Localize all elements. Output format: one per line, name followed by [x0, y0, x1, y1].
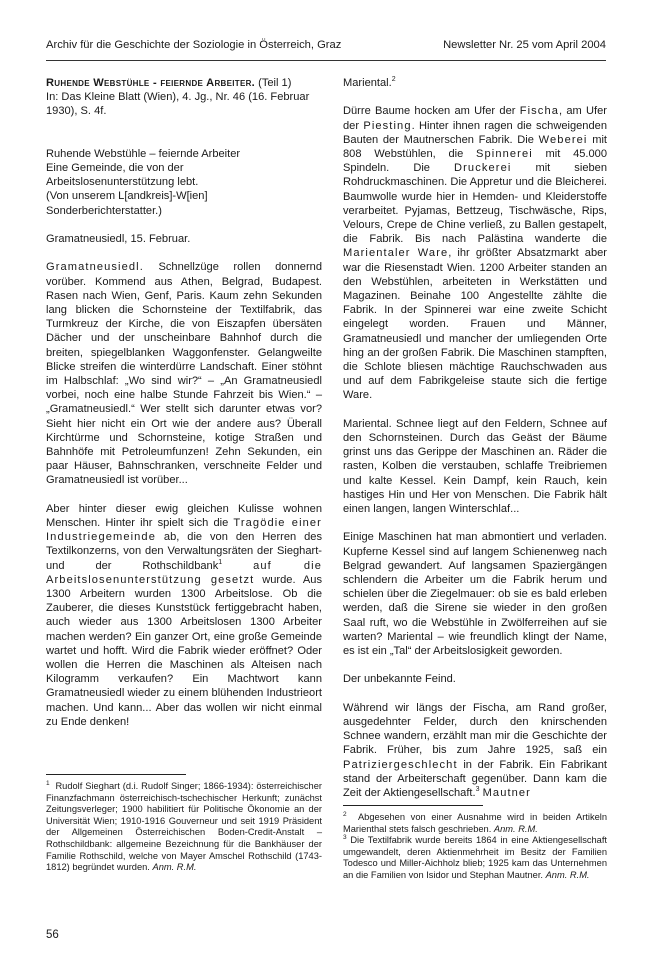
headline-line: Sonderberichterstatter.) — [46, 204, 162, 217]
footnotes-left — [46, 774, 322, 874]
footnote-number: 2 — [343, 811, 347, 818]
spaced-text: Weberei — [538, 133, 588, 146]
text-run: ab, die von den Herren des Textilkonzerns, von den Verwaltungsräten der Sieghart- und der Rothschildbank — [46, 531, 322, 572]
article-title — [46, 76, 322, 119]
footnote-ref: 3 — [475, 786, 480, 794]
spaced-text: Piesting — [363, 119, 412, 132]
title-smallcaps: Ruhende Webstühle - feiernde Arbeiter. — [46, 77, 256, 89]
footnote-rule — [343, 805, 483, 806]
footnote-number: 3 — [343, 834, 347, 842]
footnote-note: Anm. R.M. — [152, 862, 197, 873]
footnote-ref: 1 — [218, 558, 223, 566]
issue-info: Newsletter Nr. 25 vom April 2004 — [443, 39, 606, 51]
spaced-lead: Gramatneusiedl. — [46, 261, 144, 274]
text-run: Während wir längs der Fischa, am Rand großer, ausgedehnter Felder, durch den knirschenden Schnee wandern, erzählt man mir die Geschichte der Fabrik. Früher, bis zum Jahre 1925, saß ein — [343, 701, 607, 757]
footnote-text: Abgesehen von einer Ausnahme wird in beiden Artikeln Marienthal stets falsch geschrieben. — [343, 812, 607, 834]
citation: In: Das Kleine Blatt (Wien), 4. Jg., Nr. 46 (16. Februar 1930), S. 4f. — [46, 91, 310, 118]
header-rule — [46, 60, 606, 61]
spaced-text: Druckerei — [454, 162, 512, 175]
text-run: , am Ufer der — [343, 105, 607, 132]
text-run: mit 808 Webstühlen, die — [343, 133, 607, 160]
paragraph-4: Mariental. Schnee liegt auf den Feldern, Schnee auf den Schornsteinen. Durch das Geäst der Bäume grinst uns das Gerippe der Maschinen an. Räder die rasten, Kolben die verstauben, schlaffe Treibriemen und kalte Kessel. Kein Dampf, kein Rauch, kein hastiges Hin und Her von Menschen. Die Fabrik hält einen langen, langen Winterschlaf... — [343, 417, 607, 516]
text-run: , ihr größter Absatzmarkt aber war die Riesenstadt Wien. 1200 Arbeiter standen an den Webstühlen, arbeiteten in Werkstätten und Magazinen. Beinahe 100 Angestellte zählte die Fabrik. In der Spinnerei war eine zweite Schicht eingelegt worden. Frauen und Männer, Gramatneusiedl und mancher der umliegenden Orte hing an der großen Fabrik. Die Maschinen stampften, die Schlote bliesen mächtige Rauchschwaden aus und auf dem Fabrikgeleise staute sich die fertige Ware. — [343, 247, 607, 402]
text-run: wurde. Aus 1300 Arbeitern wurden 1300 Arbeitslose. Ob die Zauberer, die dieses Kunststück fertiggebracht haben, auch wieder aus 1300 Arbeitslosen 1300 Arbeiter machen werden? Ein ganzer Ort, eine große Gemeinde wartet und hofft. Wird die Fabrik wieder eröffnet? Oder wollen die Herren die Maschinen als Alteisen nach Kilogramm verkaufen? Ein Machtwort kann Gramatneusiedl wieder zu einem blühenden Industrieort machen. Und kann... Aber das wollen wir nicht einmal zu Ende denken! — [46, 573, 323, 728]
page-number: 56 — [46, 929, 59, 941]
left-column — [46, 76, 322, 743]
spaced-text: Patriziergeschlecht — [343, 758, 458, 771]
headline-line: Eine Gemeinde, die von der — [46, 162, 184, 174]
paragraph-6 — [343, 701, 607, 800]
headline-line: (Von unserem L[andkreis]-W[ien] — [46, 190, 208, 203]
footnote-text: Die Textilfabrik wurde bereits 1864 in eine Aktiengesellschaft umgewandelt, deren Aktienmehrheit im Besitz der Familien Todesco und Miller-Aichholz blieb; 1925 kam das Unternehmen an die Familien von Isidor und Stephan Mautner. — [343, 835, 607, 880]
footnote-number: 1 — [46, 780, 50, 787]
text-run: in der Fabrik. Ein Fabrikant stand der Arbeiterschaft gegenüber. Dann kam die Zeit der Aktiengesellschaft. — [343, 758, 607, 800]
headline-line: Arbeitslosenunterstützung lebt. — [46, 176, 199, 189]
paragraph-2 — [46, 502, 322, 729]
footnote-3 — [343, 835, 607, 881]
paragraph-3 — [343, 104, 607, 402]
text-run: mit 45.000 Spindeln. Die — [343, 148, 607, 175]
footnote-text: Rudolf Sieghart (d.i. Rudolf Singer; 1866-1934): österreichischer Finanzfachmann österreichisch-tschechischer Herkunft; zunächst Zeitungsverleger; 1900 habilitiert für Politische Ökonomie an der Universität Wien; 1910-1916 Gouverneur und seit 1919 Präsident der Allgemeinen Österreichischen Boden-Credit-Anstalt – Rothschildbank: allgemeine Bezeichnung für die Bankhäuser der Familie Rothschild, welche von Mayer Amschel Rothschild (1743-1812) begründet wurden. — [46, 781, 322, 873]
spaced-text: Mautner — [482, 787, 531, 800]
headline-line: Ruhende Webstühle – feiernde Arbeiter — [46, 147, 241, 160]
spaced-text: auf die Arbeitslosenunterstützung gesetzt — [46, 559, 323, 586]
section-marienthal — [343, 76, 607, 90]
text-run: . Hinter ihnen ragen die schweigenden Bauten der Mautnerschen Fabrik. Die — [343, 119, 607, 146]
spaced-text: Fischa — [519, 105, 559, 118]
footnote-rule — [46, 774, 186, 775]
text-run: Aber hinter dieser ewig gleichen Kulisse wohnen Menschen. Hinter ihr spielt sich die — [46, 502, 322, 530]
spaced-text: Marientaler Ware — [343, 247, 449, 260]
spaced-text: Spinnerei — [476, 148, 533, 160]
paragraph-text: Schnellzüge rollen donnernd vorüber. Kommend aus Athen, Belgrad, Budapest. Rasen nach Wien, Genf, Paris. Kaum zehn Sekunden lang blicken die Schornsteine der Textilfabrik, das Turmkreuz der Kirche, die von Eiszapfen übersäten Dächer und der unscheinbare Bahnhof durch die breiten, spiegelblanken Waggonfenster. Gelangweilte Blicke streifen die winterdürre Landschaft. Einer stöhnt im Halbschlaf: „Wo sind wir?“ – „An Gramatneusiedl vorbei, noch eine halbe Stunde Fahrzeit bis Wien.“ – „Gramatneusiedl.“ Wer stellt sich darunter etwas vor? Sieht hier nicht ein Ort wie der andere aus? Überall Kirchtürme und Schornsteine, kotige Straßen und Bahnhöfe mit Petroleumfunzen! Zehn Sekunden, ein paar Häuser, Bahnschranken, verschneite Felder und Gramatneusiedl ist vorüber... — [46, 261, 322, 487]
text-run: Mariental. — [343, 77, 392, 89]
subheading: Der unbekannte Feind. — [343, 673, 456, 686]
footnote-1 — [46, 781, 322, 874]
headline-block — [46, 147, 322, 218]
text-run: Dürre Baume hocken am Ufer der — [343, 105, 520, 118]
right-column — [343, 76, 607, 814]
spaced-text: Tragödie einer Industriegemeinde — [46, 517, 322, 544]
dateline: Gramatneusiedl, 15. Februar. — [46, 233, 191, 245]
footnote-note: Anm. R.M. — [493, 823, 538, 834]
text-run: mit sieben Rohdruckmaschinen. Die Appretur und die Bleicherei. Baumwolle wurde hier in Hemden- und Kleiderstoffe verarbeitet. Pyjamas, Bettzeug, Tischwäsche, Rips, Velours, Crepe de Chine verließ, zu Ballen gestapelt, die Fabrik. Bis nach Palästina wanderte die — [343, 162, 607, 246]
paragraph-5: Einige Maschinen hat man abmontiert und verladen. Kupferne Kessel sind auf langem Schienenweg nach Belgrad gewandert. Auf langsamen Spaziergängen schlendern die Arbeiter um die Fabrik herum und schielen über die Ziegelmauer: ob sie es bald erleben werden, daß die Sirene sie wieder in den großen Saal ruft, wo die Webstühle in Zwölferreihen auf sie warten? Mariental – wie freundlich klingt der Name, es ist ein „Tal“ der Arbeitslosigkeit geworden. — [343, 531, 607, 658]
footnote-note: Anm. R.M. — [545, 869, 590, 880]
journal-title: Archiv für die Geschichte der Soziologie in Österreich, Graz — [46, 39, 342, 51]
paragraph-1 — [46, 260, 322, 487]
footnote-ref: 2 — [391, 76, 396, 83]
text-run — [222, 560, 253, 572]
footnotes-right — [343, 805, 607, 882]
title-part: (Teil 1) — [258, 77, 292, 89]
footnote-2 — [343, 812, 607, 835]
